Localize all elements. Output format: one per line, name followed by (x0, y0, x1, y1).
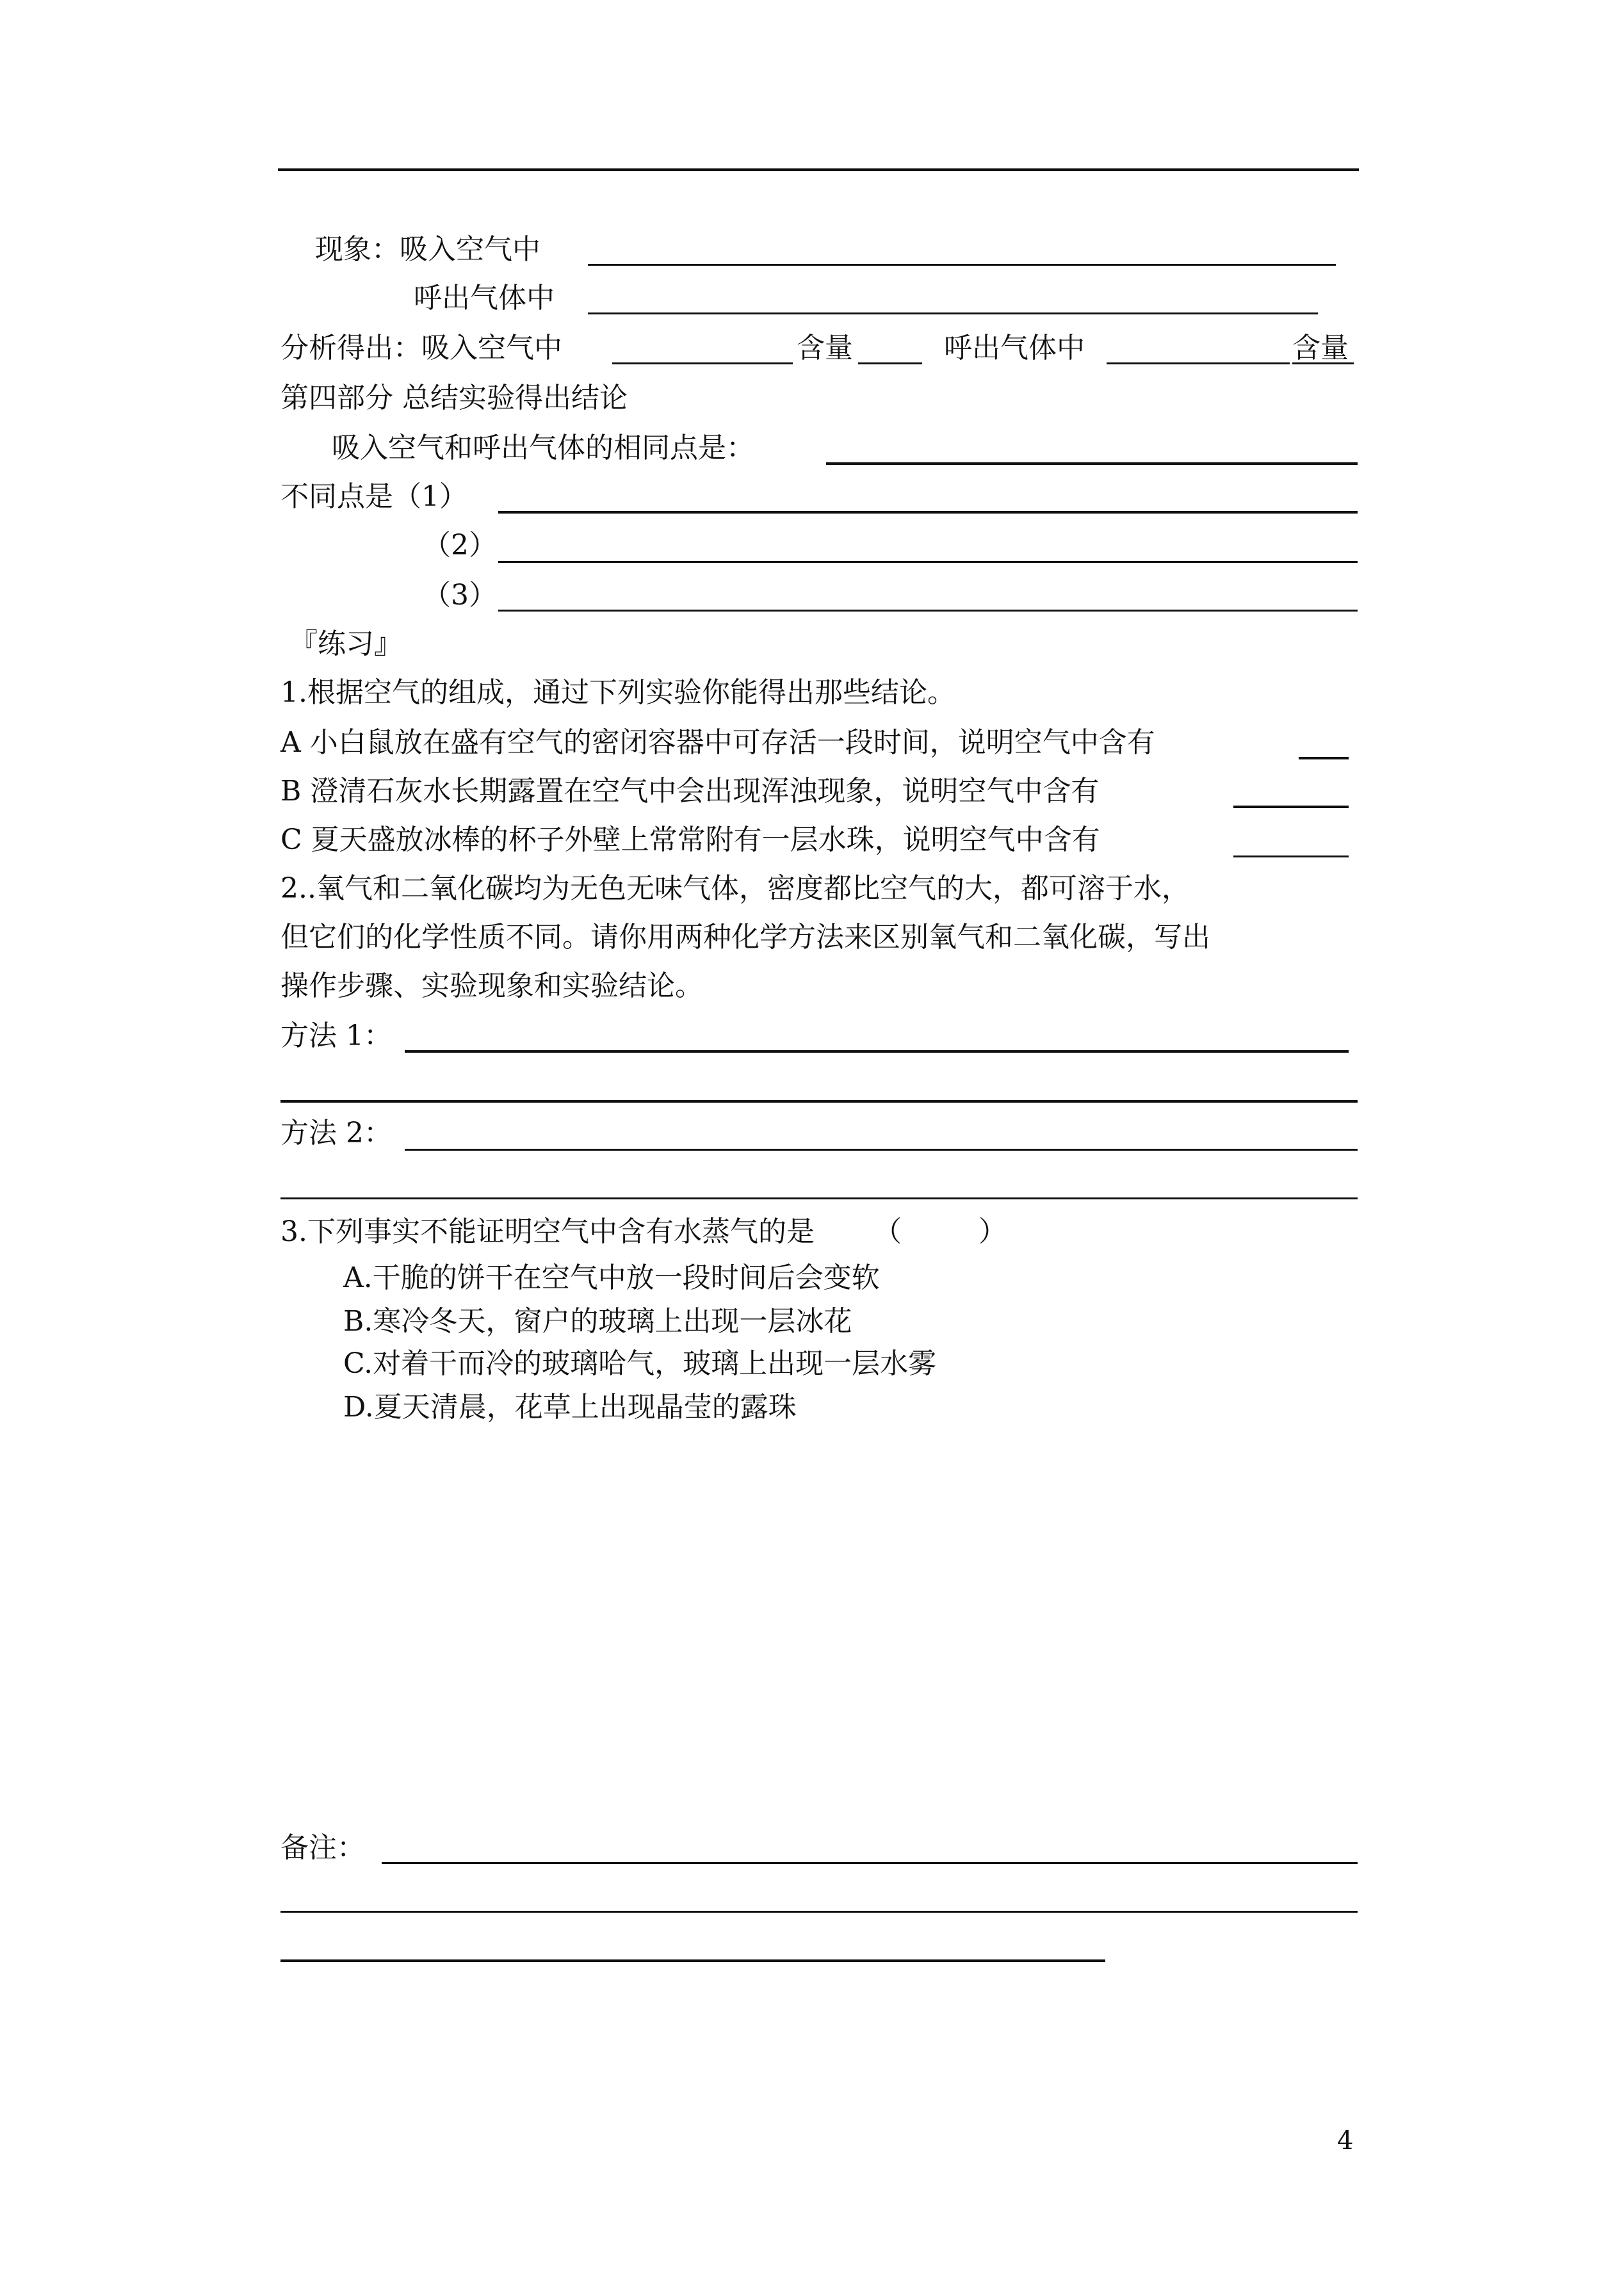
part4-same-label: 吸入空气和呼出气体的相同点是： (332, 432, 754, 464)
q3-option-b: B.寒冷冬天，窗户的玻璃上出现一层冰花 (343, 1305, 852, 1338)
analysis-exhaled-blank[interactable] (1107, 362, 1290, 364)
part4-item-2: （2） (423, 529, 497, 562)
notes-blank-2[interactable] (280, 1911, 1358, 1913)
observation-label: 现象： (315, 233, 400, 266)
q2-method-2-label: 方法 2： (280, 1117, 392, 1149)
part4-diff-blank-3[interactable] (498, 610, 1358, 612)
q3-stem (280, 1213, 1007, 1251)
page-number: 4 (1337, 2126, 1354, 2155)
analysis-inhaled-label: 吸入空气中 (421, 332, 562, 364)
analysis-prefix (280, 329, 562, 368)
part4-diff-blank-2[interactable] (498, 561, 1358, 563)
notes-label: 备注： (280, 1831, 365, 1864)
q1-option-a-blank[interactable] (1299, 757, 1349, 759)
analysis-content-label-1: 含量 (797, 332, 853, 364)
q1-option-c-blank[interactable] (1233, 856, 1349, 857)
part4-heading: 第四部分 总结实验得出结论 (280, 382, 628, 414)
q2-method-1-label: 方法 1： (280, 1019, 392, 1052)
q2-method-2-blank-2[interactable] (280, 1197, 1358, 1199)
q1-option-b: B 澄清石灰水长期露置在空气中会出现浑浊现象，说明空气中含有 (280, 775, 1100, 807)
q1-option-b-blank[interactable] (1233, 806, 1349, 808)
analysis-content-underline-2 (1292, 362, 1354, 364)
analysis-prefix-label: 分析得出： (280, 332, 421, 364)
q3-paren-open: （ (873, 1215, 902, 1248)
observation-line (315, 231, 540, 269)
q2-stem-line-1: 2..氧气和二氧化碳均为无色无味气体，密度都比空气的大，都可溶于水， (280, 872, 1190, 905)
q3-option-d: D.夏天清晨，花草上出现晶莹的露珠 (343, 1391, 797, 1423)
q3-stem-text: 3.下列事实不能证明空气中含有水蒸气的是 (280, 1215, 815, 1248)
part4-diff-blank-1[interactable] (498, 511, 1358, 514)
analysis-inhaled-blank[interactable] (612, 362, 793, 364)
notes-blank-1[interactable] (382, 1862, 1358, 1864)
part4-item-3: （3） (423, 579, 497, 612)
analysis-exhaled-label: 呼出气体中 (944, 332, 1085, 364)
q2-stem-line-2: 但它们的化学性质不同。请你用两种化学方法来区别氧气和二氧化碳，写出 (280, 921, 1210, 953)
part4-diff-label: 不同点是（1） (280, 480, 467, 513)
q1-stem: 1.根据空气的组成，通过下列实验你能得出那些结论。 (280, 676, 955, 709)
q3-paren-close: ） (978, 1215, 1007, 1248)
analysis-content-label-2: 含量 (1292, 332, 1349, 364)
q2-method-1-blank[interactable] (405, 1050, 1349, 1053)
observation-inhaled-label: 吸入空气中 (400, 233, 540, 266)
analysis-content-blank[interactable] (858, 362, 922, 364)
practice-heading: 『练习』 (289, 628, 402, 660)
q2-method-1-blank-2[interactable] (280, 1100, 1358, 1103)
observation-exhaled-label: 呼出气体中 (414, 282, 555, 314)
observation-inhaled-blank[interactable] (588, 264, 1336, 266)
q2-method-2-blank[interactable] (405, 1149, 1358, 1151)
q1-option-c: C 夏天盛放冰棒的杯子外壁上常常附有一层水珠，说明空气中含有 (280, 823, 1100, 856)
notes-blank-3[interactable] (280, 1959, 1105, 1962)
header-rule (278, 168, 1359, 171)
q2-stem-line-3: 操作步骤、实验现象和实验结论。 (280, 969, 703, 1002)
q3-option-a: A.干脆的饼干在空气中放一段时间后会变软 (343, 1261, 880, 1294)
part4-same-blank[interactable] (826, 462, 1358, 465)
observation-exhaled-blank[interactable] (588, 312, 1318, 314)
q3-option-c: C.对着干而冷的玻璃哈气，玻璃上出现一层水雾 (343, 1347, 937, 1380)
q1-option-a: A 小白鼠放在盛有空气的密闭容器中可存活一段时间，说明空气中含有 (280, 726, 1155, 759)
